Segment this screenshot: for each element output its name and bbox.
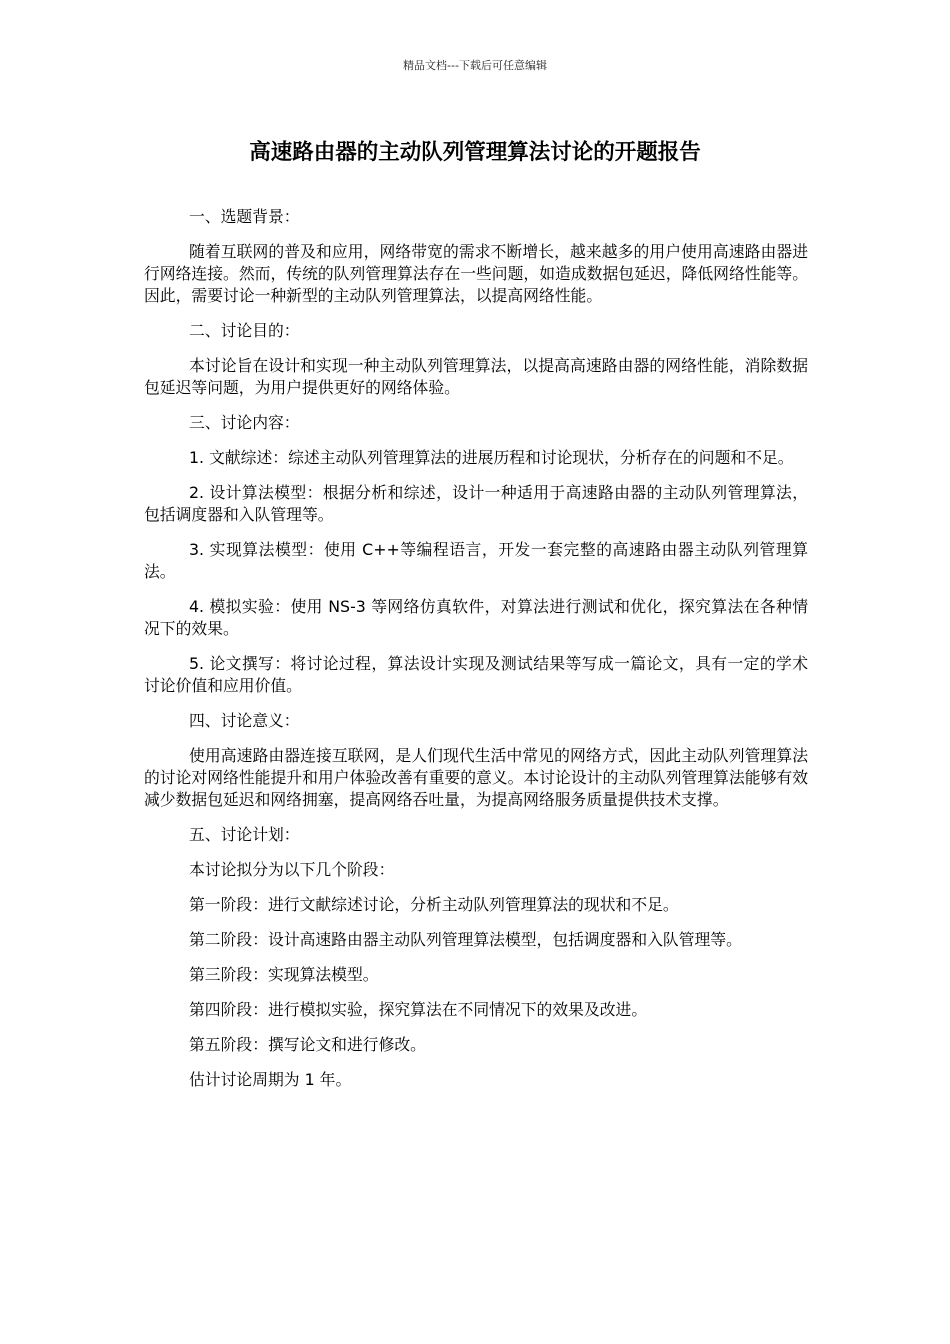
document-title: 高速路由器的主动队列管理算法讨论的开题报告 xyxy=(249,140,701,165)
content-item-5: 5. 论文撰写：将讨论过程，算法设计实现及测试结果等写成一篇论文，具有一定的学术讨论价值和应用价值。 xyxy=(144,654,808,695)
paragraph-background: 随着互联网的普及和应用，网络带宽的需求不断增长，越来越多的用户使用高速路由器进行网络连接。然而，传统的队列管理算法存在一些问题，如造成数据包延迟，降低网络性能等。因此，需要讨论一种新型的主动队列管理算法，以提高网络性能。 xyxy=(144,242,808,305)
plan-stage-4: 第四阶段：进行模拟实验，探究算法在不同情况下的效果及改进。 xyxy=(189,1000,648,1019)
section-heading-plan: 五、讨论计划： xyxy=(189,825,300,844)
paragraph-purpose: 本讨论旨在设计和实现一种主动队列管理算法，以提高高速路由器的网络性能，消除数据包延迟等问题，为用户提供更好的网络体验。 xyxy=(144,356,808,397)
section-heading-background: 一、选题背景： xyxy=(189,207,300,226)
content-item-1: 1. 文献综述：综述主动队列管理算法的进展历程和讨论现状，分析存在的问题和不足。 xyxy=(189,448,794,467)
content-item-4: 4. 模拟实验：使用 NS-3 等网络仿真软件，对算法进行测试和优化，探究算法在各种情况下的效果。 xyxy=(144,597,808,638)
paragraph-significance: 使用高速路由器连接互联网，是人们现代生活中常见的网络方式，因此主动队列管理算法的讨论对网络性能提升和用户体验改善有重要的意义。本讨论设计的主动队列管理算法能够有效减少数据包延迟和网络拥塞，提高网络吞吐量，为提高网络服务质量提供技术支撑。 xyxy=(144,746,808,809)
section-heading-content: 三、讨论内容： xyxy=(189,413,300,432)
plan-stage-3: 第三阶段：实现算法模型。 xyxy=(189,965,379,984)
plan-duration: 估计讨论周期为 1 年。 xyxy=(189,1070,352,1089)
content-item-2: 2. 设计算法模型：根据分析和综述，设计一种适用于高速路由器的主动队列管理算法，包括调度器和入队管理等。 xyxy=(144,483,808,524)
section-heading-purpose: 二、讨论目的： xyxy=(189,321,300,340)
plan-stage-5: 第五阶段：撰写论文和进行修改。 xyxy=(189,1035,426,1054)
header-note: 精品文档---下载后可任意编辑 xyxy=(403,59,547,72)
section-heading-significance: 四、讨论意义： xyxy=(189,711,300,730)
plan-intro: 本讨论拟分为以下几个阶段： xyxy=(189,860,395,879)
content-item-3: 3. 实现算法模型：使用 C++等编程语言，开发一套完整的高速路由器主动队列管理算法。 xyxy=(144,540,808,581)
plan-stage-2: 第二阶段：设计高速路由器主动队列管理算法模型，包括调度器和入队管理等。 xyxy=(189,930,742,949)
document-body xyxy=(144,206,808,1104)
plan-stage-1: 第一阶段：进行文献综述讨论，分析主动队列管理算法的现状和不足。 xyxy=(189,895,679,914)
